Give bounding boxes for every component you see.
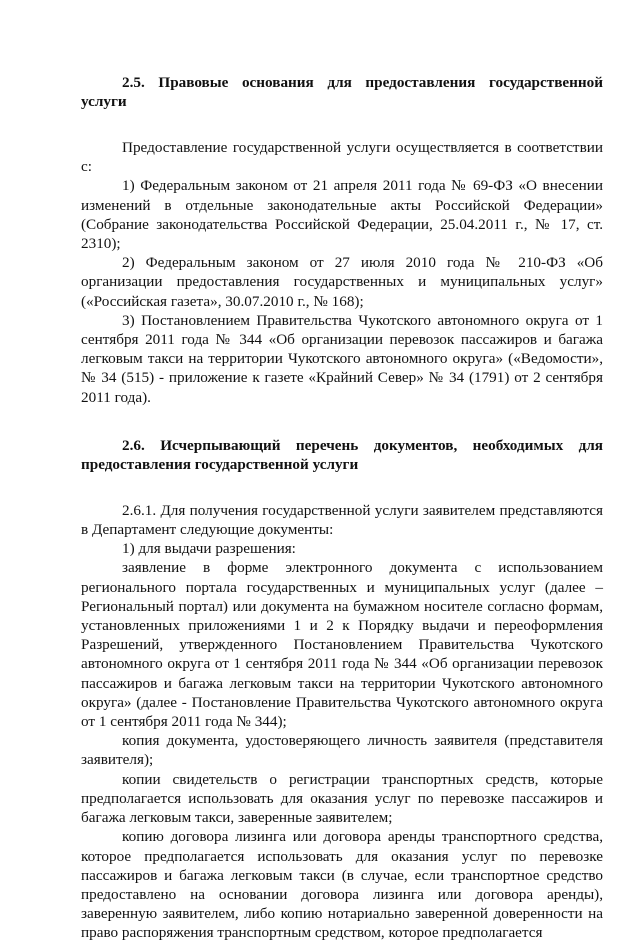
- spacer: [81, 111, 603, 138]
- list-item-application: заявление в форме электронного документа с использованием регионального портала государственных и муниципальных услуг (далее – Региональный портал) или документа на бумажном носителе согласно формам, установленных приложениями 1 и 2 к Порядку выдачи и переоформления Разрешений, утвержденного Постановлением Правительства Чукотского автономного округа от 1 сентября 2011 года № 344 «Об организации перевозок пассажиров и багажа легковым такси на территории Чукотского автономного округа» (далее - Постановление Правительства Чукотского автономного округа от 1 сентября 2011 года № 344);: [81, 559, 603, 731]
- list-item-lease-contract: копию договора лизинга или договора аренды транспортного средства, которое предполагается использовать для оказания услуг по перевозке пассажиров и багажа легковым такси (в случае, если транспортное средство предоставлено на основании договора лизинга или договора аренды), заверенную заявителем, либо копию нотариально заверенной доверенности на право распоряжения транспортным средством, которое предполагается: [81, 828, 603, 942]
- section-2-6-title: 2.6. Исчерпывающий перечень документов, необходимых для предоставления государственной услуги: [81, 436, 603, 473]
- list-item-registration-copies: копии свидетельств о регистрации транспортных средств, которые предполагается использовать для оказания услуг по перевозке пассажиров и багажа легковым такси, заверенные заявителем;: [81, 770, 603, 827]
- section-2-5-item-1: 1) Федеральным законом от 21 апреля 2011 года № 69-ФЗ «О внесении изменений в отдельные законодательные акты Российской Федерации» (Собрание законодательства Российской Федерации, 25.04.2011 г., № 17, ст. 2310);: [81, 177, 603, 253]
- paragraph-2-6-1: 2.6.1. Для получения государственной услуги заявителем представляются в Департамент следующие документы:: [81, 501, 603, 539]
- spacer: [81, 474, 603, 501]
- section-2-5-intro: Предоставление государственной услуги осуществляется в соответствии с:: [81, 139, 603, 176]
- spacer: [81, 407, 603, 436]
- list-item-identity-copy: копия документа, удостоверяющего личность заявителя (представителя заявителя);: [81, 732, 603, 769]
- section-2-5-title: 2.5. Правовые основания для предоставления государственной услуги: [81, 74, 603, 110]
- document-page: [81, 73, 603, 943]
- list-item-issue-permit: 1) для выдачи разрешения:: [122, 540, 296, 558]
- section-2-5-item-2: 2) Федеральным законом от 27 июля 2010 года № 210-ФЗ «Об организации предоставления государственных и муниципальных услуг» («Российская газета», 30.07.2010 г., № 168);: [81, 254, 603, 310]
- section-2-5-item-3: 3) Постановлением Правительства Чукотского автономного округа от 1 сентября 2011 года № 344 «Об организации перевозок пассажиров и багажа легковым такси на территории Чукотского автономного округа» («Ведомости», № 34 (515) - приложение к газете «Крайний Север» № 34 (1791) от 2 сентября 2011 года).: [81, 311, 603, 406]
